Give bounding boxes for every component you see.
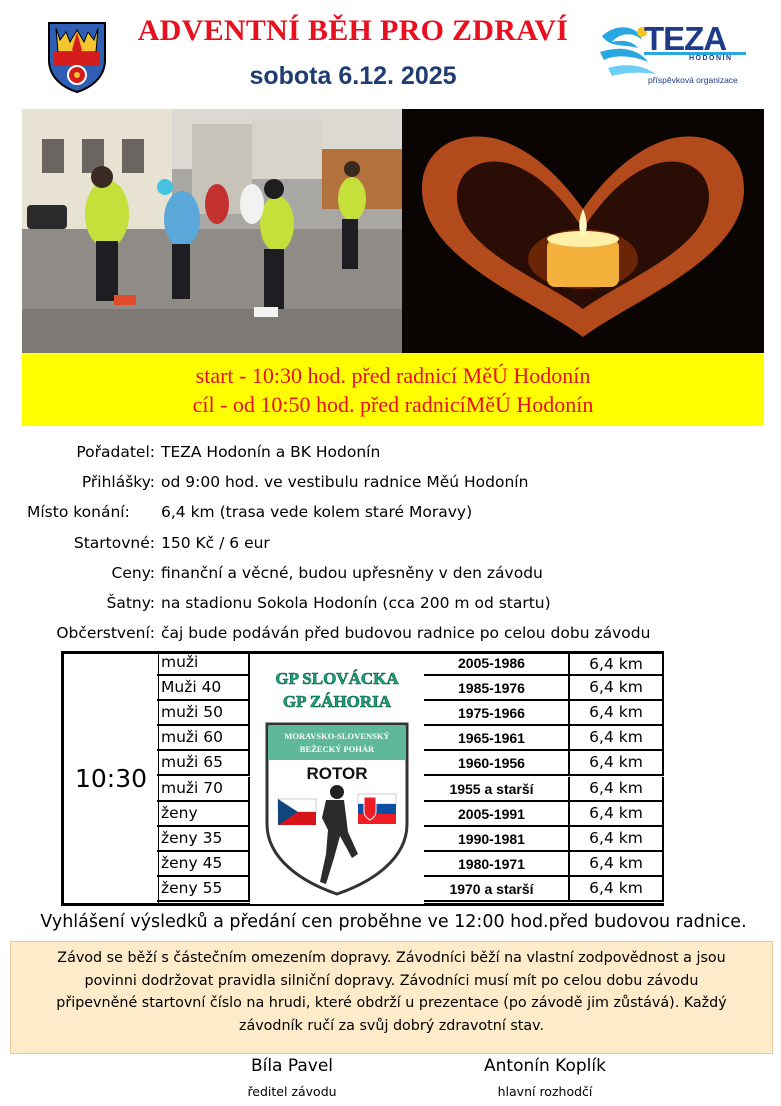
event-info — [0, 440, 781, 651]
runners-photo — [22, 109, 402, 353]
birth-years-cell: 1985-1976 — [420, 676, 561, 701]
cell-divider — [561, 777, 568, 802]
cell-divider — [561, 676, 568, 701]
category-cell: ženy 55 — [157, 877, 250, 902]
category-cell: ženy 35 — [157, 827, 250, 852]
hodonin-coat-of-arms-icon — [46, 20, 108, 94]
category-cell: Muži 40 — [157, 676, 250, 701]
info-label: Šatny: — [106, 593, 155, 612]
distance-cell: 6,4 km — [568, 701, 664, 726]
notice-line: povinni dodržovat pravidla silniční dopravy. Závodníci musí mít po celou dobu závodu — [84, 972, 699, 989]
info-row-prizes — [0, 561, 781, 591]
teza-logo-org: příspěvková organizace — [648, 75, 738, 85]
distance-cell: 6,4 km — [568, 726, 664, 751]
distance-cell: 6,4 km — [568, 802, 664, 827]
distance-cell: 6,4 km — [568, 676, 664, 701]
cell-divider — [561, 726, 568, 751]
birth-years-cell: 2005-1991 — [420, 802, 561, 827]
birth-years-cell: 1980-1971 — [420, 852, 561, 877]
birth-years-cell: 2005-1986 — [420, 651, 561, 676]
birth-years-cell: 1960-1956 — [420, 751, 561, 776]
distance-cell: 6,4 km — [568, 777, 664, 802]
distance-cell: 6,4 km — [568, 751, 664, 776]
heart-hands-candle-photo — [402, 109, 764, 353]
event-date: sobota 6.12. 2025 — [249, 62, 457, 90]
category-cell: ženy 45 — [157, 852, 250, 877]
info-label: Startovné: — [73, 533, 155, 552]
notice-line: závodník ručí za svůj dobrý zdravotní stav. — [238, 1017, 545, 1034]
info-label: Občerstvení: — [56, 624, 155, 643]
start-finish-banner — [22, 353, 764, 426]
info-row-changing-rooms — [0, 591, 781, 621]
category-cell: muži 70 — [157, 777, 250, 802]
category-cell: muži — [157, 651, 250, 676]
info-value: 150 Kč / 6 eur — [161, 533, 270, 552]
shield-ribbon1: MORAVSKO-SLOVENSKÝ — [284, 731, 390, 741]
distance-cell: 6,4 km — [568, 651, 664, 676]
category-cell: muži 50 — [157, 701, 250, 726]
info-value: TEZA Hodonín a BK Hodonín — [161, 443, 381, 461]
page-title: ADVENTNÍ BĚH PRO ZDRAVÍ — [137, 14, 569, 47]
signature-referee — [465, 1054, 625, 1101]
cell-divider — [561, 802, 568, 827]
gp-slovacka-shield-icon — [250, 654, 424, 904]
cell-divider — [561, 852, 568, 877]
info-row-organizer — [0, 440, 781, 470]
signature-name: Antonín Koplík — [484, 1056, 606, 1076]
distance-cell: 6,4 km — [568, 877, 664, 902]
info-row-refreshments — [0, 621, 781, 651]
distance-cell: 6,4 km — [568, 827, 664, 852]
results-announcement: Vyhlášení výsledků a předání cen proběhne ve 12:00 hod.před budovou radnice. — [40, 912, 747, 932]
signature-role: ředitel závodu — [247, 1084, 337, 1099]
birth-years-cell: 1970 a starší — [420, 877, 561, 902]
info-value: 6,4 km (trasa vede kolem staré Moravy) — [161, 503, 473, 522]
shield-sponsor: ROTOR — [306, 764, 368, 783]
category-cell: ženy — [157, 802, 250, 827]
cell-divider — [561, 651, 568, 676]
info-label: Pořadatel: — [76, 443, 155, 461]
birth-years-cell: 1975-1966 — [420, 701, 561, 726]
category-cell: muži 65 — [157, 751, 250, 776]
birth-years-cell: 1955 a starší — [420, 777, 561, 802]
signature-role: hlavní rozhodčí — [497, 1084, 593, 1099]
info-label: Přihlášky: — [81, 473, 155, 492]
info-row-venue — [0, 500, 781, 530]
start-time-cell: 10:30 — [64, 651, 159, 906]
cell-divider — [561, 877, 568, 902]
info-row-fee — [0, 531, 781, 561]
info-label: Místo konání: — [27, 503, 130, 522]
info-label: Ceny: — [111, 563, 155, 582]
signature-director — [222, 1054, 362, 1101]
birth-years-cell: 1965-1961 — [420, 726, 561, 751]
info-value: na stadionu Sokola Hodonín (cca 200 m od startu) — [161, 593, 551, 612]
info-row-registration — [0, 470, 781, 500]
info-value: od 9:00 hod. ve vestibulu radnice Měú Hodonín — [161, 473, 529, 492]
info-value: finanční a věcné, budou upřesněny v den závodu — [161, 563, 543, 582]
teza-logo-text: TEZA — [644, 20, 727, 57]
shield-line1: GP SLOVÁCKA — [275, 669, 399, 688]
notice-box — [10, 941, 773, 1054]
category-cell: muži 60 — [157, 726, 250, 751]
signature-name: Bíla Pavel — [250, 1056, 334, 1076]
info-value: čaj bude podáván před budovou radnice po celou dobu závodu — [161, 624, 651, 643]
teza-logo-city: HODONÍN — [689, 55, 733, 62]
shield-line2: GP ZÁHORIA — [282, 692, 392, 711]
cell-divider — [561, 827, 568, 852]
finish-line: cíl - od 10:50 hod. před radnicíMěÚ Hodonín — [192, 392, 594, 417]
cell-divider — [561, 701, 568, 726]
birth-years-cell: 1990-1981 — [420, 827, 561, 852]
cell-divider — [561, 751, 568, 776]
notice-line: Závod se běží s částečním omezením dopravy. Závodníci běží na vlastní zodpovědnost a jsou — [57, 950, 726, 966]
notice-line: připevněné startovní číslo na hrudi, které obdrží u prezentace (po závodě jim zůstává). Každý — [56, 995, 727, 1012]
distance-cell: 6,4 km — [568, 852, 664, 877]
shield-ribbon2: BEŽECKÝ POHÁR — [299, 744, 375, 754]
start-line: start - 10:30 hod. před radnicí MěÚ Hodonín — [195, 363, 591, 388]
